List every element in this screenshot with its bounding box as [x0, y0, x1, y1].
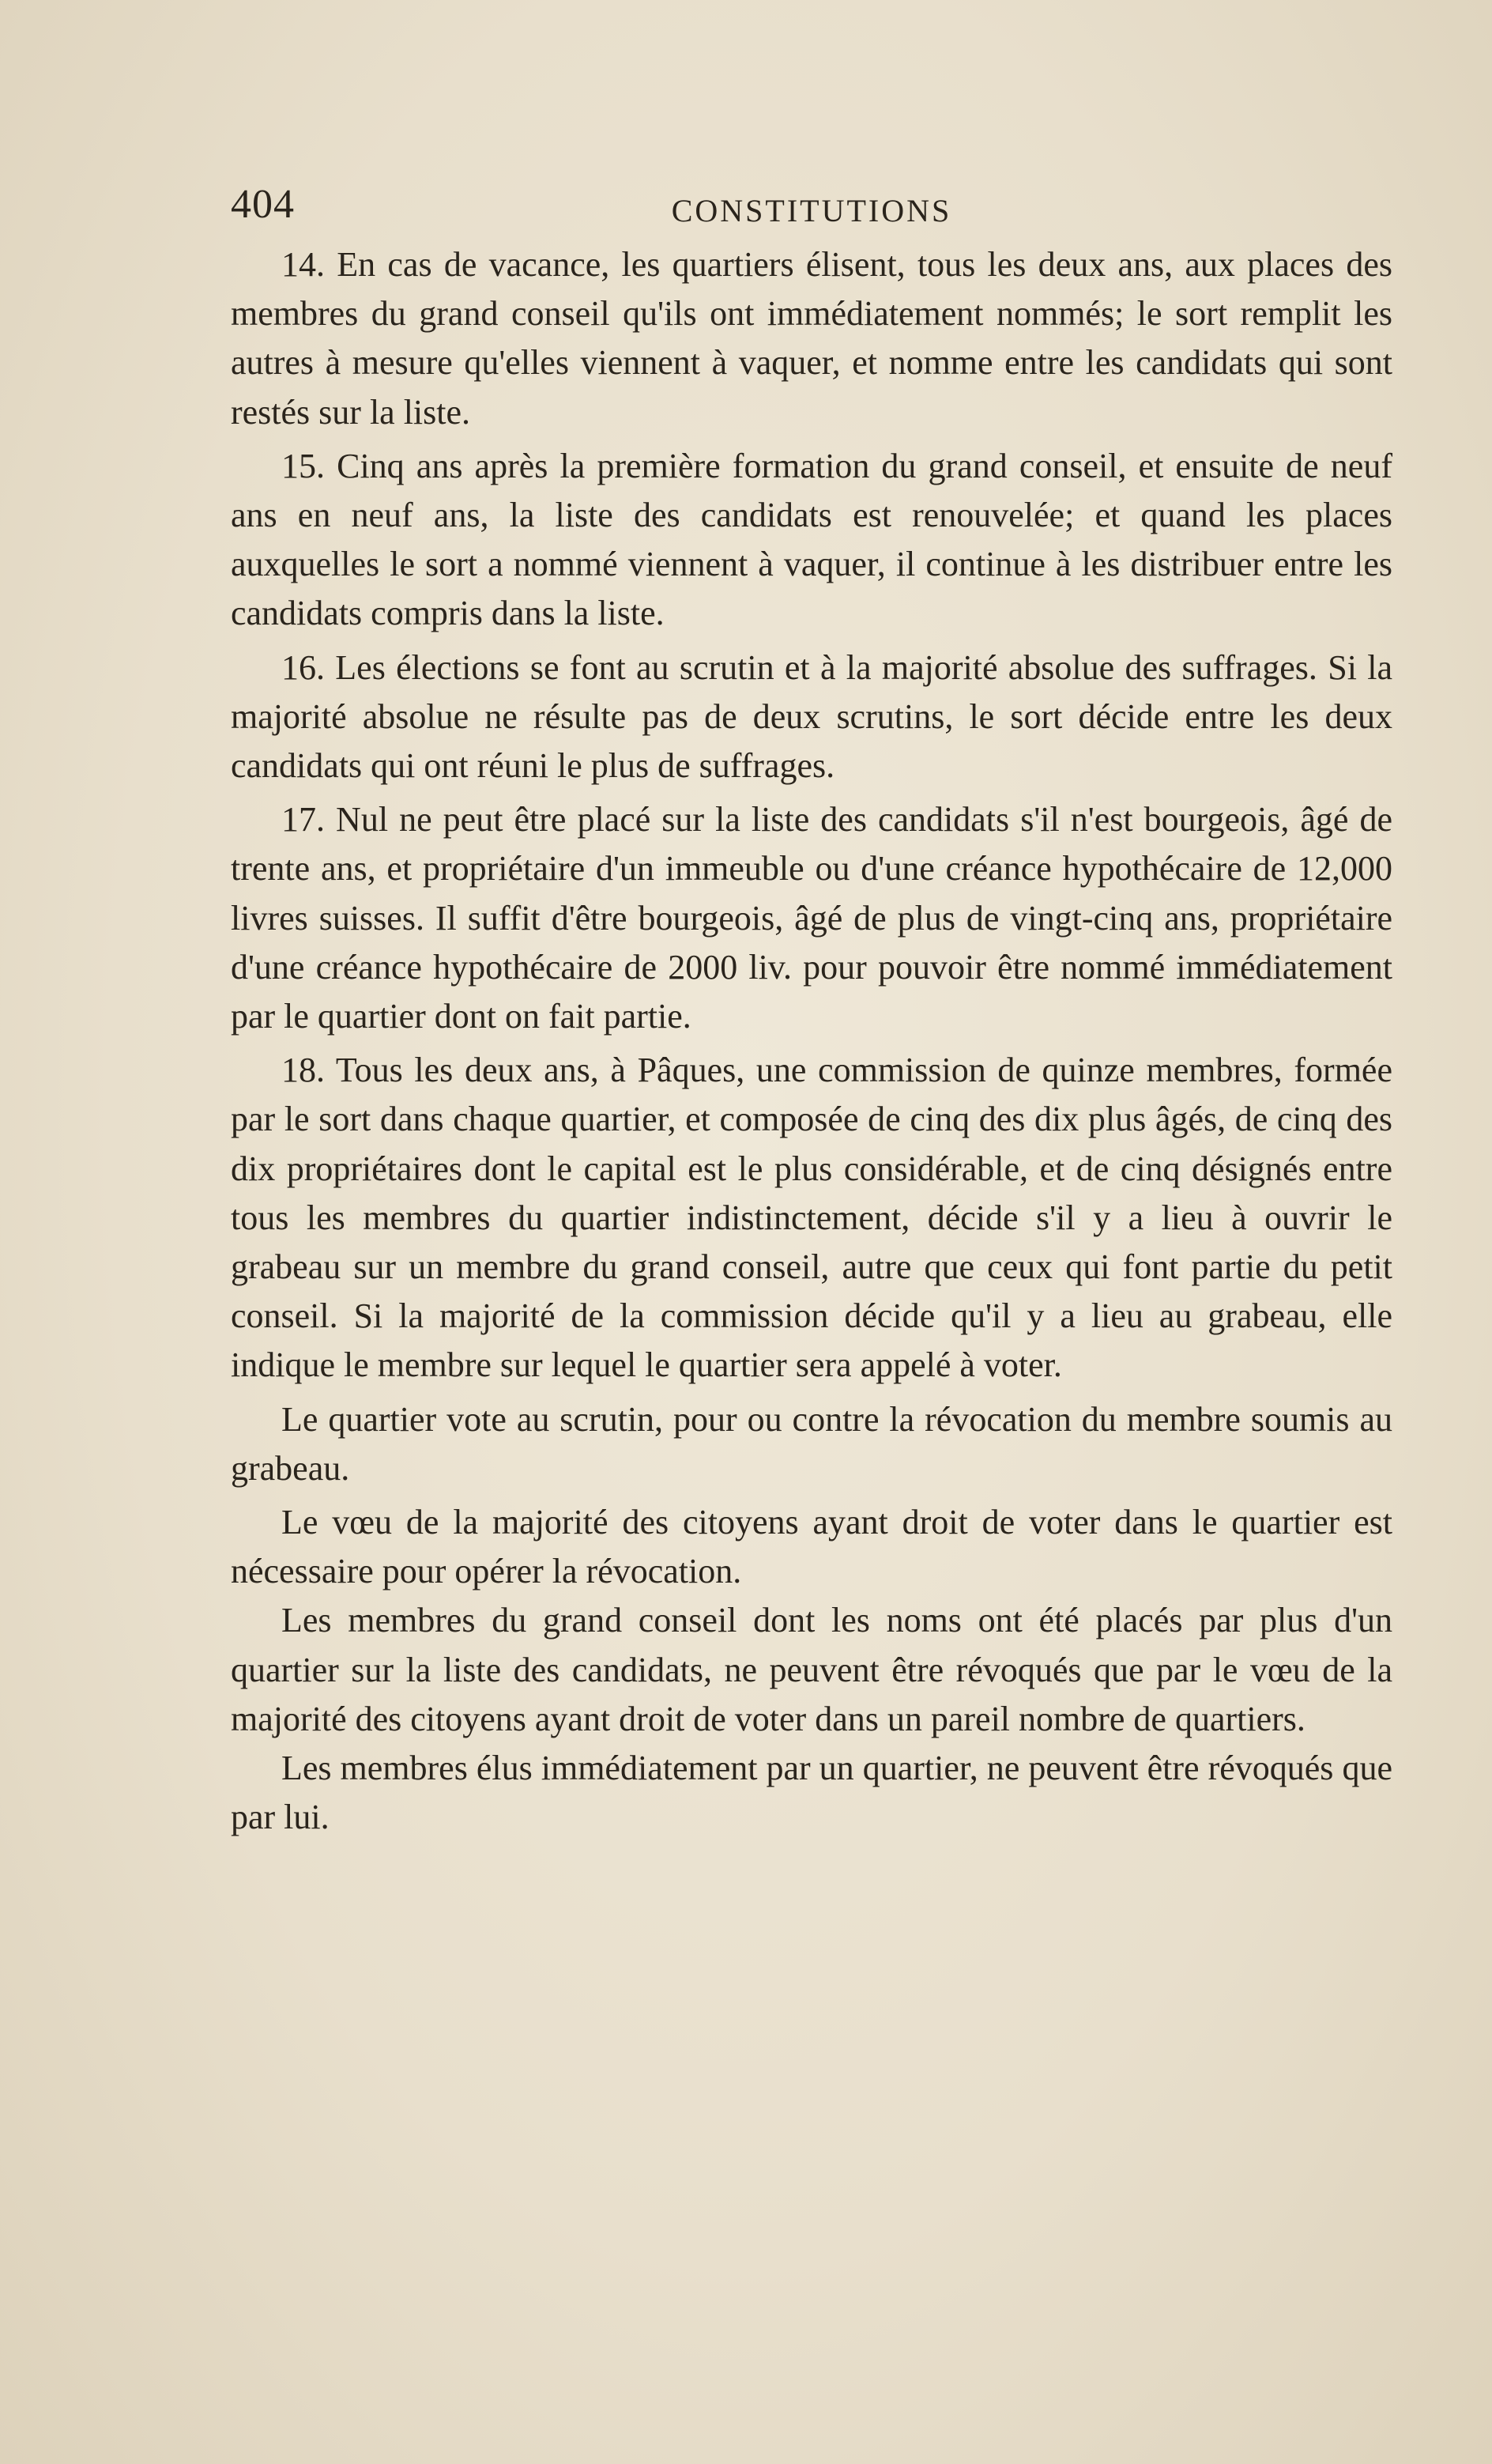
paragraph-membres-plusieurs-quartiers: Les membres du grand conseil dont les noms ont été placés par plus d'un quartier sur la liste des candidats, ne peuvent être révoqués que par le vœu de la majorité des citoyens ayant droit de voter dans un pareil nombre de quartiers. [231, 1601, 1392, 1738]
running-title: CONSTITUTIONS [671, 193, 952, 228]
text-block [231, 180, 1392, 1843]
paragraph-article-17: 17. Nul ne peut être placé sur la liste des candidats s'il n'est bourgeois, âgé de trente ans, et propriétaire d'un immeuble ou d'une créance hypothécaire de 12,000 livres suisses. Il suffit d'être bourgeois, âgé de plus de vingt-cinq ans, propriétaire d'une créance hypothécaire de 2000 liv. pour pouvoir être nommé immédiatement par le quartier dont on fait partie. [231, 800, 1392, 1036]
paragraph-article-14: 14. En cas de vacance, les quartiers élisent, tous les deux ans, aux places des membres du grand conseil qu'ils ont immédiatement nommés; le sort remplit les autres à mesure qu'elles viennent à vaquer, et nomme entre les candidats qui sont restés sur la liste. [231, 245, 1392, 432]
running-head [231, 180, 1392, 236]
paragraph-article-16: 16. Les élections se font au scrutin et à la majorité absolue des suffrages. Si la majorité absolue ne résulte pas de deux scrutins, le sort décide entre les deux candidats qui ont réuni le plus de suffrages. [231, 647, 1392, 786]
paragraph-article-18: 18. Tous les deux ans, à Pâques, une commission de quinze membres, formée par le sort dans chaque quartier, et composée de cinq des dix plus âgés, de cinq des dix propriétaires dont le capital est le plus considérable, et de cinq désignés entre tous les membres du quartier indistinctement, décide s'il y a lieu à ouvrir le grabeau sur un membre du grand conseil, autre que ceux qui font partie du petit conseil. Si la majorité de la commission décide qu'il y a lieu au grabeau, elle indique le membre sur lequel le quartier sera appelé à voter. [231, 1051, 1392, 1385]
page-number: 404 [231, 182, 295, 227]
paragraph-vote-scrutin: Le quartier vote au scrutin, pour ou contre la révocation du membre soumis au grabeau. [231, 1399, 1392, 1488]
paragraph-voeu-majorite: Le vœu de la majorité des citoyens ayant droit de voter dans le quartier est nécessaire pour opérer la révocation. [231, 1503, 1392, 1591]
paragraph-membres-elus-immediatement: Les membres élus immédiatement par un quartier, ne peuvent être révoqués que par lui. [231, 1749, 1392, 1837]
paragraph-article-15: 15. Cinq ans après la première formation du grand conseil, et ensuite de neuf ans en neuf ans, la liste des candidats est renouvelée; et quand les places auxquelles le sort a nommé viennent à vaquer, il continue à les distribuer entre les candidats compris dans la liste. [231, 446, 1392, 633]
